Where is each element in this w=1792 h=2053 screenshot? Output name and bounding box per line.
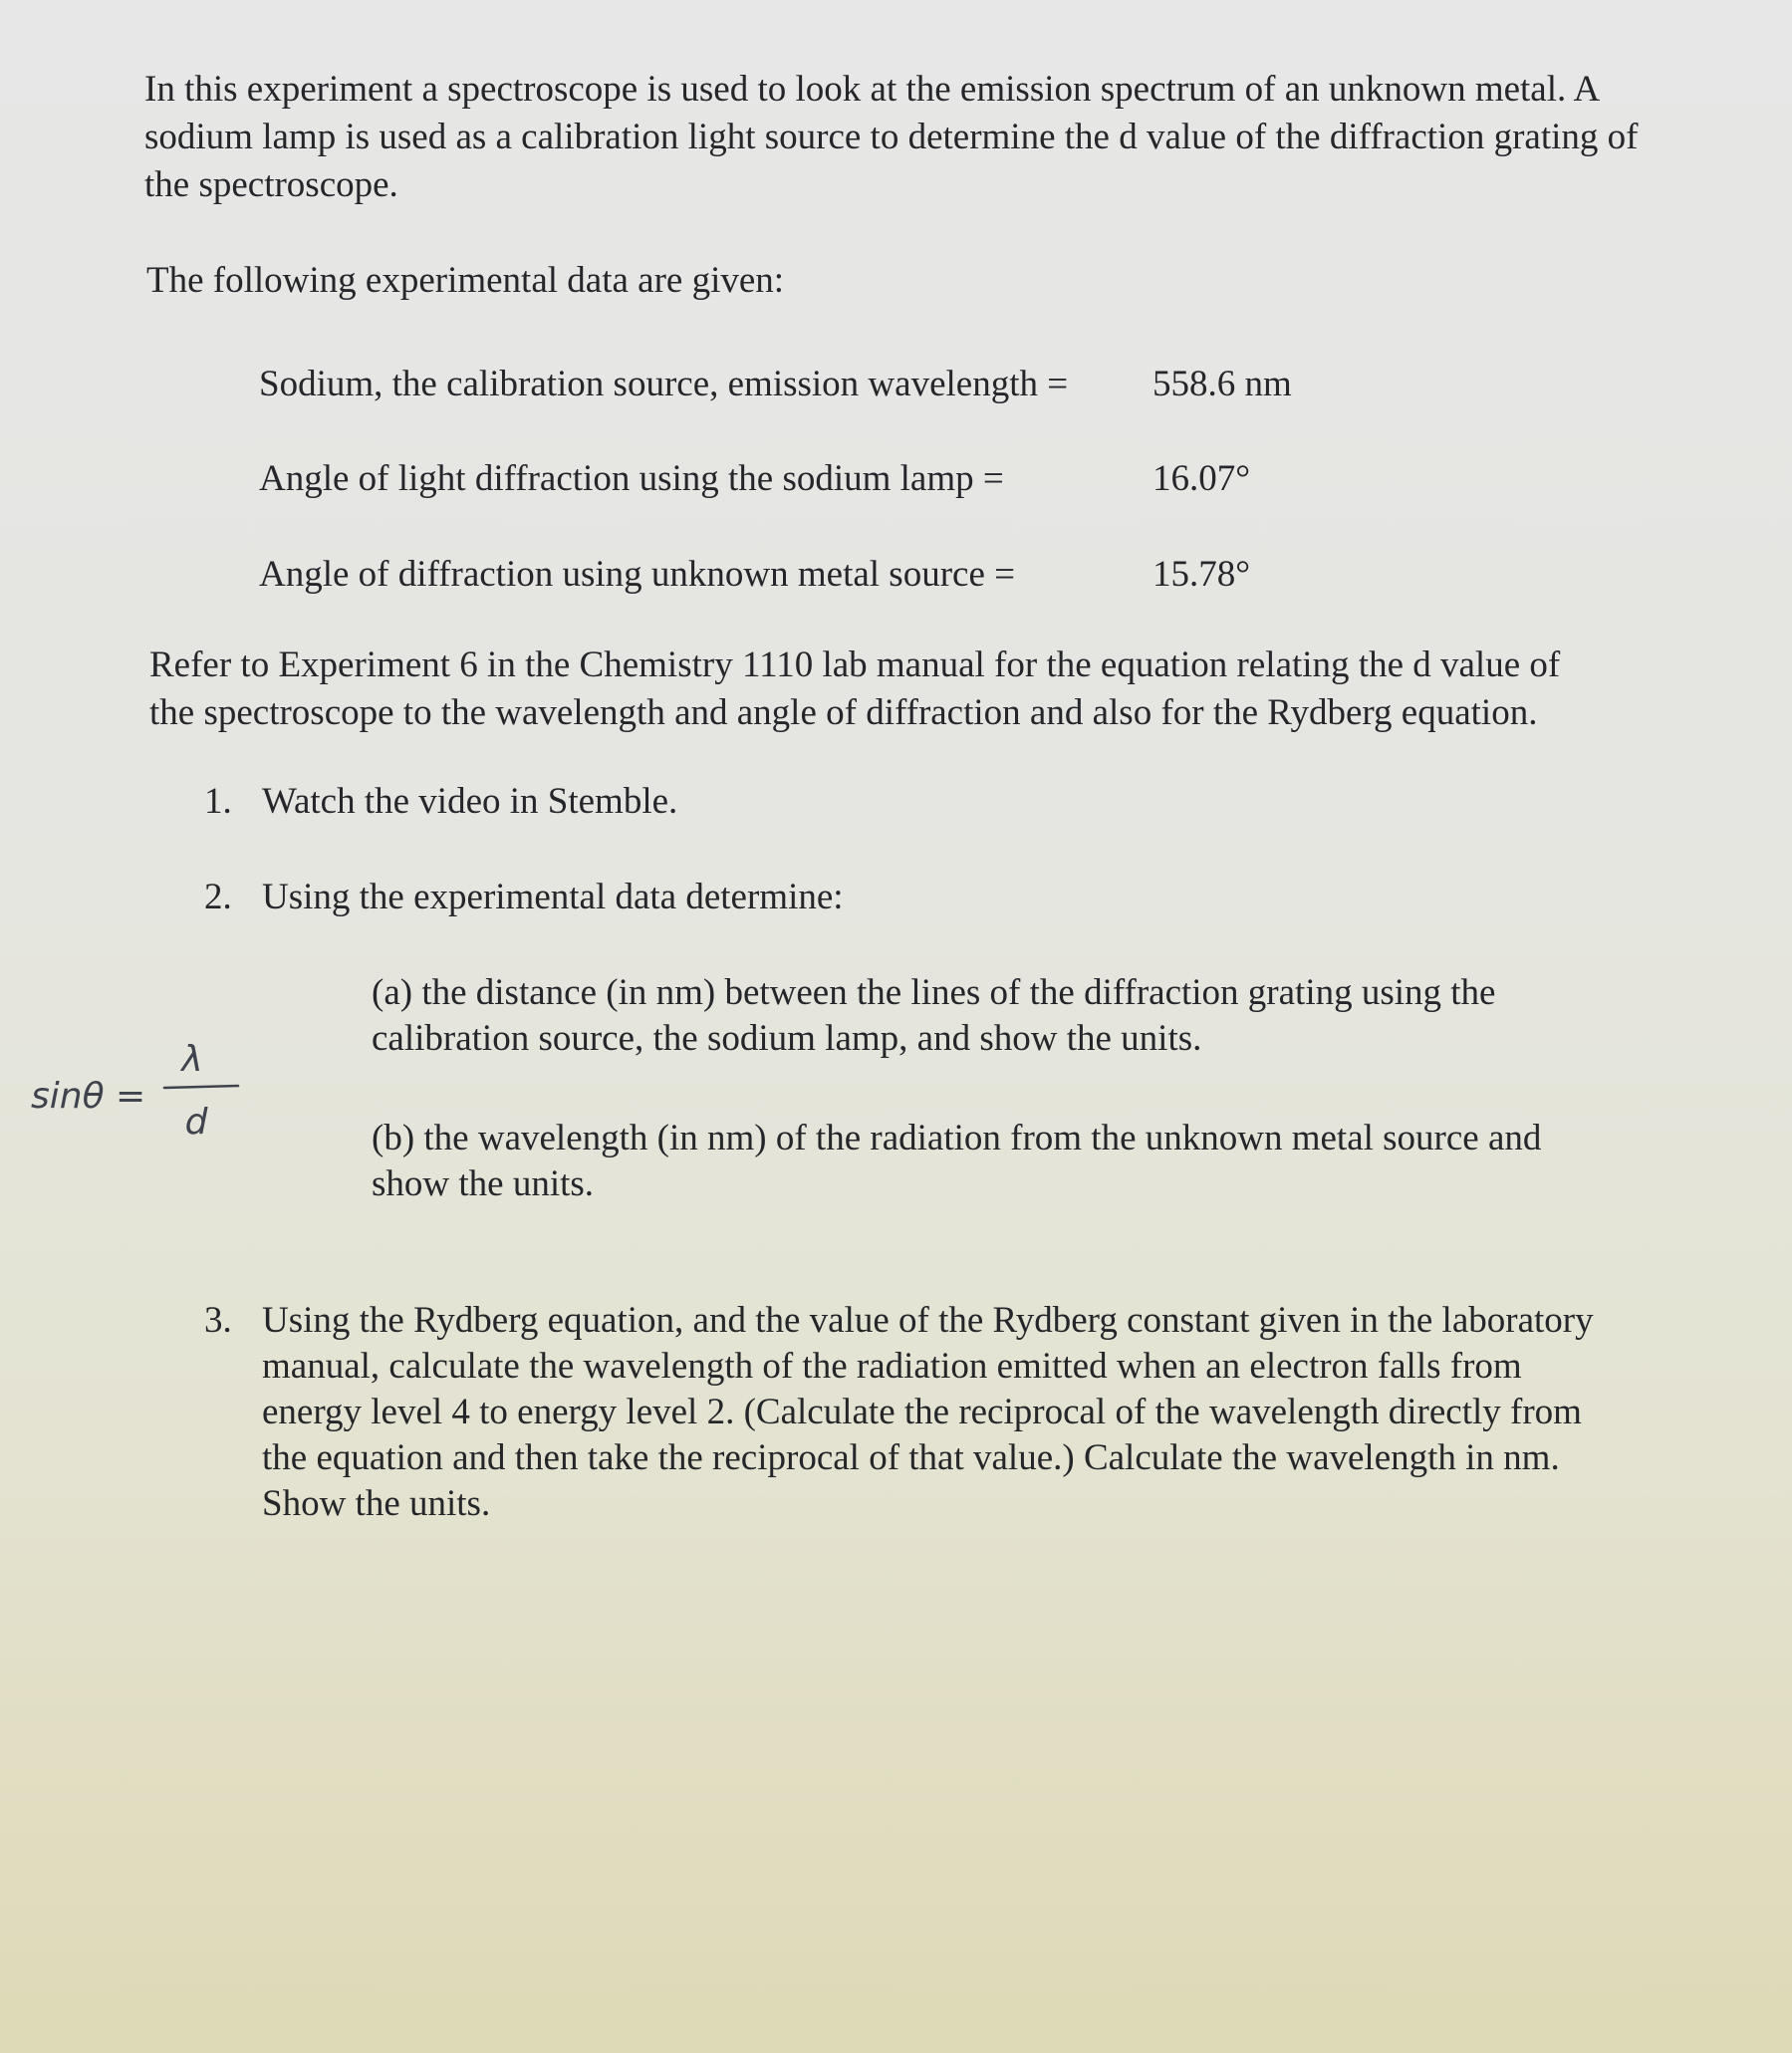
list-item-number: 3. [204,1300,232,1341]
list-item-number: 1. [204,781,232,822]
given-heading: The following experimental data are given: [146,260,785,301]
data-label: Angle of light diffraction using the sodium lamp = [259,458,1004,499]
data-value: 558.6 nm [1152,364,1292,404]
list-item-number: 2. [204,877,232,917]
list-item-text: Watch the video in Stemble. [262,781,678,822]
data-label: Sodium, the calibration source, emission wavelength = [259,364,1069,404]
handwritten-ink [31,1039,238,1143]
handwritten-equation [25,1026,254,1155]
refer-paragraph: Refer to Experiment 6 in the Chemistry 1110 lab manual for the equation relating the d value of the spectroscope to the wavelength and angle of diffraction and also for the Rydberg equation. [149,644,1561,733]
subitem-b: (b) the wavelength (in nm) of the radiation from the unknown metal source and show the units. [372,1118,1542,1204]
handwritten-numerator: λ [181,1039,203,1080]
handwritten-denominator: d [184,1102,208,1143]
handwritten-lhs: sinθ = [31,1076,146,1117]
list-item-text: Using the experimental data determine: [262,877,844,917]
subitem-a: (a) the distance (in nm) between the lines of the diffraction grating using the calibration source, the sodium lamp, and show the units. [372,972,1496,1059]
data-value: 15.78° [1152,554,1251,595]
list-item-text: Using the Rydberg equation, and the value of the Rydberg constant given in the laboratory manual, calculate the wavelength of the radiation emitted when an electron falls from energy level 4 to energy level 2. (Calculate the reciprocal of the wavelength directly from the equation and then take the reciprocal of that value.) Calculate the wavelength in nm. Show the units. [262,1300,1594,1524]
intro-paragraph: In this experiment a spectroscope is used to look at the emission spectrum of an unknown metal. A sodium lamp is used as a calibration light source to determine the d value of the diffraction grating of the spectroscope. [144,69,1639,205]
fraction-bar [164,1086,238,1088]
data-label: Angle of diffraction using unknown metal source = [259,554,1015,595]
data-value: 16.07° [1152,458,1251,499]
